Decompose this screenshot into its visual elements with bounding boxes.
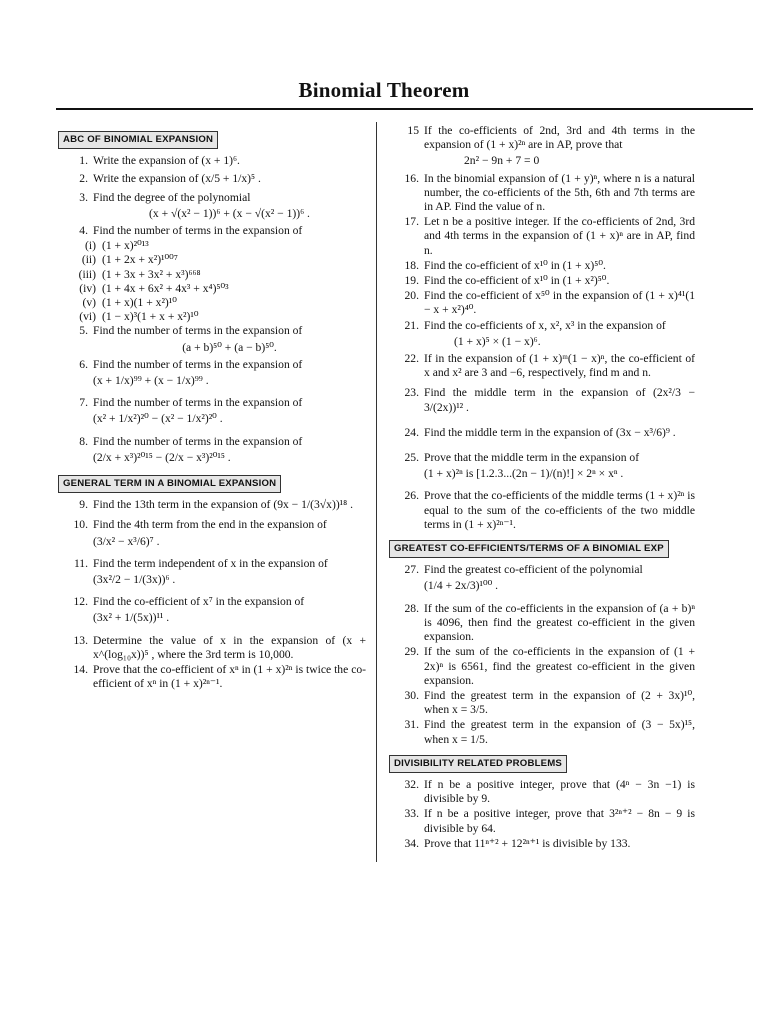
- question-math: (9x − 1/(3√x))¹⁸ .: [273, 498, 353, 512]
- question-18: [389, 259, 695, 273]
- subpart-expression: (1 + 4x + 6x² + 4x³ + x⁴)⁵⁰³: [102, 281, 229, 295]
- right-column: [389, 124, 695, 852]
- subpart: [58, 253, 366, 267]
- question-text: If the sum of the co-efficients in the expansion of (a + b)ⁿ is 4096, then find the greatest co-efficient in the given expansion.: [424, 601, 695, 644]
- question-19: [389, 274, 695, 288]
- question-text-lead: Find the number of terms in the expansion of: [93, 434, 303, 448]
- question-number: 16.: [404, 171, 419, 185]
- question-number: 12.: [73, 595, 88, 609]
- question-text: In the binomial expansion of (1 + y)ⁿ, where n is a natural number, the co-efficients of the 5th, 6th and 7th terms are in AP. Find the value of n.: [424, 171, 695, 214]
- question-14: [58, 663, 366, 691]
- question-8: [58, 435, 366, 467]
- question-30: [389, 689, 695, 717]
- question-20: [389, 289, 695, 317]
- question-number: 26.: [404, 489, 419, 503]
- question-math: (x + 1/x)⁹⁹ + (x − 1/x)⁹⁹ .: [93, 374, 209, 388]
- subpart-expression: (1 + x)²⁰¹³: [102, 239, 149, 253]
- subpart: [58, 268, 366, 282]
- subpart-label: (v): [82, 296, 96, 310]
- question-number: 33.: [404, 807, 419, 821]
- question-text-lead: Find the greatest co-efficient of the polynomial: [424, 563, 643, 577]
- question-text: [424, 319, 695, 351]
- section-heading-divisibility: DIVISIBILITY RELATED PROBLEMS: [389, 755, 567, 773]
- left-column: [58, 124, 366, 693]
- question-text: Find the co-efficient of x¹⁰ in (1 + x)⁵⁰.: [424, 258, 606, 272]
- question-number: 5.: [79, 324, 88, 338]
- question-26: [389, 489, 695, 532]
- page-title: Binomial Theorem: [298, 78, 470, 102]
- question-text: Find the co-efficient of x¹⁰ in (1 + x²)⁵⁰.: [424, 274, 610, 288]
- question-text: Prove that the co-efficient of xⁿ in (1 + x)²ⁿ is twice the co-efficient of xⁿ in (1 + x)²ⁿ⁻¹.: [93, 663, 366, 691]
- question-text-lead: Find the co-efficient of x⁷ in the expansion of: [93, 595, 305, 609]
- question-math: (x² + 1/x²)²⁰ − (x² − 1/x²)²⁰ .: [93, 412, 223, 426]
- subpart-expression: (1 + 2x + x²)¹⁰⁰⁷: [102, 253, 178, 267]
- question-5: [58, 324, 366, 356]
- subpart-label: (i): [85, 239, 96, 253]
- question-number: 15: [407, 124, 419, 137]
- question-number: 4.: [79, 224, 88, 238]
- question-12: [58, 595, 366, 627]
- title-rule: [56, 108, 753, 110]
- question-text: [93, 324, 366, 356]
- subpart-expression: (1 − x)³(1 + x + x²)¹⁰: [102, 310, 199, 324]
- question-text: If n be a positive integer, prove that 3²ⁿ⁺² − 8n − 9 is divisible by 64.: [424, 807, 695, 835]
- question-text-lead: Find the term independent of x in the expansion of: [93, 556, 328, 570]
- subpart: [58, 296, 366, 310]
- subpart: [58, 310, 366, 324]
- question-2: [58, 172, 366, 186]
- question-22: [389, 352, 695, 380]
- question-text: Let n be a positive integer. If the co-efficients of 2nd, 3rd and 4th terms in the expansion of (1 + x)ⁿ are in AP, find n.: [424, 215, 695, 257]
- subpart-label: (ii): [81, 253, 96, 267]
- question-number: 8.: [79, 434, 88, 448]
- question-number: 23.: [404, 386, 419, 400]
- question-number: 9.: [79, 498, 88, 512]
- question-text: [93, 498, 366, 512]
- question-31: [389, 718, 695, 746]
- question-text: [93, 172, 366, 186]
- question-text: If n be a positive integer, prove that (4ⁿ − 3n −1) is divisible by 9.: [424, 777, 695, 806]
- question-text: [93, 595, 366, 627]
- question-text: Determine the value of x in the expansion of (x + x^(log₁₀x))⁵ , where the 3rd term is 10,000.: [93, 633, 366, 661]
- question-13: [58, 634, 366, 662]
- question-math: (2/x + x³)²⁰¹⁵ − (2/x − x³)²⁰¹⁵ .: [93, 450, 231, 464]
- question-number: 7.: [79, 396, 88, 410]
- question-text: [424, 451, 695, 483]
- question-17: [389, 215, 695, 258]
- question-number: 17.: [404, 215, 419, 229]
- question-34: [389, 837, 695, 851]
- question-number: 13.: [73, 633, 88, 647]
- column-divider: [376, 122, 377, 862]
- subpart: [58, 282, 366, 296]
- question-10: [58, 518, 366, 550]
- question-text-lead: Find the number of terms in the expansion of: [93, 324, 303, 338]
- question-math: (1 + x)⁵ × (1 − x)⁶.: [454, 334, 541, 348]
- question-text-lead: Find the 13th term in the expansion of: [93, 498, 271, 512]
- subpart: [58, 239, 366, 253]
- question-math: (2x²/3 − 3/(2x))¹² .: [424, 386, 695, 414]
- question-text: [424, 426, 695, 440]
- question-number: 20.: [404, 289, 419, 303]
- question-number: 29.: [404, 645, 419, 659]
- question-6: [58, 358, 366, 390]
- question-number: 24.: [404, 425, 419, 439]
- question-math: (a + b)⁵⁰ + (a − b)⁵⁰.: [182, 340, 277, 354]
- subpart-label: (vi): [79, 310, 96, 324]
- question-text-lead: Find the middle term in the expansion of: [424, 425, 614, 439]
- question-29: [389, 645, 695, 688]
- question-9: [58, 498, 366, 512]
- question-number: 34.: [404, 836, 419, 850]
- question-number: 3.: [79, 190, 88, 204]
- question-math: (3x²/2 − 1/(3x))⁶ .: [93, 573, 176, 587]
- question-28: [389, 602, 695, 645]
- question-text-lead: Write the expansion of: [93, 172, 199, 186]
- question-24: [389, 426, 695, 440]
- question-text-lead: If the co-efficients of 2nd, 3rd and 4th terms in the expansion of (1 + x)²ⁿ are in AP, prove that: [424, 124, 695, 152]
- question-number: 22.: [404, 352, 419, 366]
- section-heading-greatest: GREATEST CO-EFFICIENTS/TERMS OF A BINOMIAL EXP: [389, 540, 669, 558]
- question-text: Find the greatest term in the expansion of (2 + 3x)¹⁰, when x = 3/5.: [424, 688, 695, 717]
- question-text: [424, 124, 695, 171]
- question-text-lead: Find the 4th term from the end in the expansion of: [93, 518, 327, 532]
- question-text: [93, 191, 366, 223]
- question-number: 10.: [73, 518, 88, 532]
- question-text-lead: Find the co-efficients of x, x², x³ in the expansion of: [424, 318, 666, 332]
- question-text: Prove that 11ⁿ⁺² + 12²ⁿ⁺¹ is divisible by 133.: [424, 836, 631, 850]
- question-text: Write the expansion of (x + 1)⁶.: [93, 154, 240, 168]
- question-number: 25.: [404, 451, 419, 465]
- question-math: (3x − x³/6)⁹ .: [615, 425, 676, 439]
- question-number: 6.: [79, 357, 88, 371]
- question-number: 11.: [73, 556, 88, 570]
- subpart-label: (iv): [79, 281, 96, 295]
- question-25: [389, 451, 695, 483]
- question-number: 14.: [73, 663, 88, 677]
- question-number: 21.: [404, 318, 419, 332]
- question-number: 30.: [404, 688, 419, 702]
- question-number: 32.: [404, 777, 419, 791]
- question-text-lead: Prove that the middle term in the expansion of: [424, 451, 640, 465]
- question-27: [389, 563, 695, 595]
- question-number: 2.: [79, 172, 88, 186]
- subpart-expression: (1 + x)(1 + x²)¹⁰: [102, 296, 177, 310]
- question-text: [424, 563, 695, 595]
- question-text: If the sum of the co-efficients in the expansion of (1 + 2x)ⁿ is 6561, find the greatest co-efficient in the given expansion.: [424, 645, 695, 687]
- question-number: 27.: [404, 563, 419, 577]
- question-23: [389, 386, 695, 414]
- subpart-expression: (1 + 3x + 3x² + x³)⁶⁶⁸: [102, 267, 201, 281]
- question-3: [58, 191, 366, 223]
- question-math: 2n² − 9n + 7 = 0: [464, 154, 540, 168]
- question-text-lead: Find the number of terms in the expansion of: [93, 357, 303, 371]
- question-21: [389, 319, 695, 351]
- question-15: [389, 124, 695, 171]
- question-text: [93, 396, 366, 428]
- question-number: 31.: [404, 718, 419, 732]
- question-text: [93, 358, 366, 390]
- question-text: Prove that the co-efficients of the middle terms (1 + x)²ⁿ is equal to the sum of the co-efficients of the two middle terms in (1 + x)²ⁿ⁻¹.: [424, 489, 695, 531]
- question-text: [93, 435, 366, 467]
- question-math: (1/4 + 2x/3)¹⁰⁰ .: [424, 579, 499, 593]
- question-32: [389, 778, 695, 806]
- question-1: [58, 154, 366, 168]
- subpart-label: (iii): [78, 267, 96, 281]
- question-text: [424, 386, 695, 414]
- question-4: [58, 224, 366, 238]
- question-text: [93, 557, 366, 589]
- question-number: 28.: [404, 601, 419, 615]
- question-7: [58, 396, 366, 428]
- question-math: (1 + x)²ⁿ is [1.2.3...(2n − 1)/(n)!] × 2ⁿ × xⁿ .: [424, 467, 624, 481]
- question-text-lead: Find the degree of the polynomial: [93, 190, 251, 204]
- question-text: Find the co-efficient of x⁵⁰ in the expansion of (1 + x)⁴¹(1 − x + x²)⁴⁰.: [424, 289, 695, 317]
- section-heading-general-term: GENERAL TERM IN A BINOMIAL EXPANSION: [58, 475, 281, 493]
- question-33: [389, 807, 695, 835]
- question-math: (x + √(x² − 1))⁶ + (x − √(x² − 1))⁶ .: [149, 206, 310, 220]
- question-11: [58, 557, 366, 589]
- question-number: 19.: [404, 274, 419, 288]
- question-text: [93, 518, 366, 550]
- question-math: (3x² + 1/(5x))¹¹ .: [93, 611, 170, 625]
- question-text: Find the number of terms in the expansion of: [93, 224, 303, 238]
- question-text: If in the expansion of (1 + x)ᵐ(1 − x)ⁿ, the co-efficient of x and x² are 3 and −6, respectively, find m and n.: [424, 352, 695, 380]
- section-heading-abc: ABC OF BINOMIAL EXPANSION: [58, 131, 218, 149]
- question-text: Find the greatest term in the expansion of (3 − 5x)¹⁵, when x = 1/5.: [424, 718, 695, 746]
- question-number: 18.: [404, 258, 419, 272]
- question-16: [389, 172, 695, 215]
- question-math: (3/x² − x³/6)⁷ .: [93, 534, 160, 548]
- question-math: (x/5 + 1/x)⁵ .: [201, 172, 261, 186]
- question-text-lead: Find the number of terms in the expansion of: [93, 396, 303, 410]
- question-number: 1.: [79, 154, 88, 168]
- question-text-lead: Find the middle term in the expansion of: [424, 386, 646, 400]
